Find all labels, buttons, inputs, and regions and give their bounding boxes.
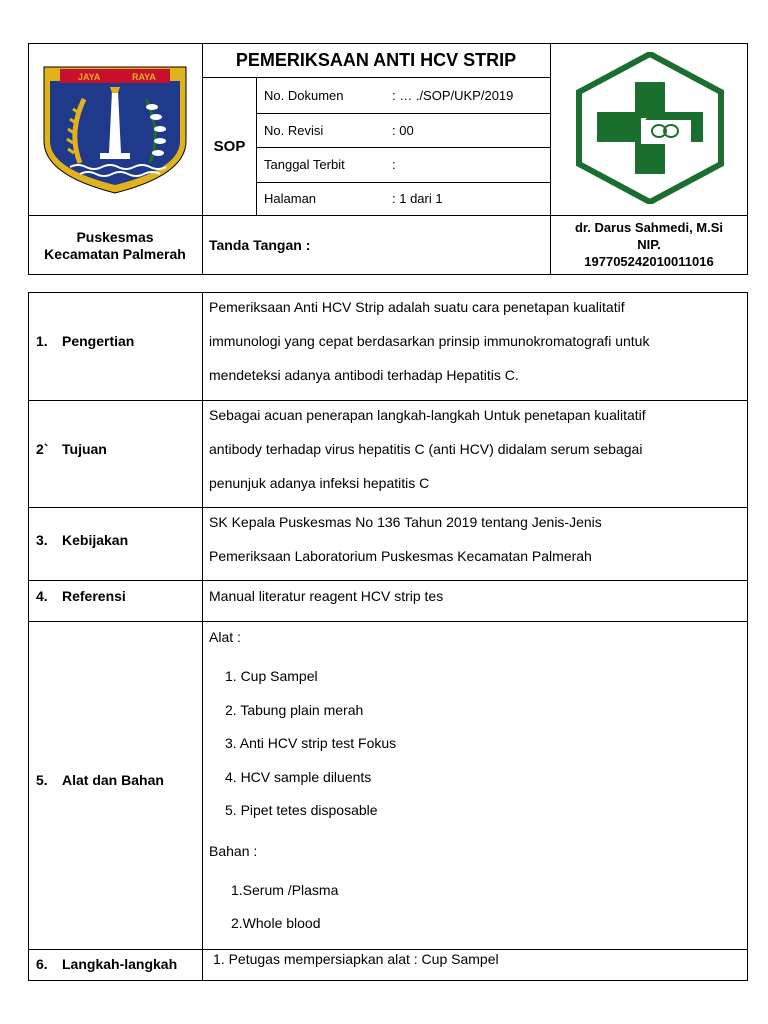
section-6-number: 6.	[36, 956, 48, 972]
signer-nip-label: NIP.	[637, 237, 661, 252]
signature-label: Tanda Tangan :	[209, 237, 311, 253]
alat-item: 1. Cup Sampel	[225, 668, 318, 684]
section-3-number: 3.	[36, 532, 48, 548]
section-6-line: 1. Petugas mempersiapkan alat : Cup Sampel	[213, 951, 499, 967]
bahan-label: Bahan :	[209, 843, 258, 859]
signer-nip: 197705242010011016	[584, 254, 714, 269]
org-name-line1: Puskesmas	[76, 229, 154, 245]
sop-label: SOP	[213, 138, 246, 155]
section-2-title: Tujuan	[62, 441, 107, 457]
signer-name: dr. Darus Sahmedi, M.Si	[574, 220, 724, 235]
emblem-banner-left: JAYA	[78, 72, 101, 82]
jakarta-emblem-logo	[40, 63, 190, 196]
emblem-banner-right: RAYA	[132, 72, 156, 82]
issue-date-label: Tanggal Terbit	[264, 157, 345, 172]
section-2-line: antibody terhadap virus hepatitis C (anti HCV) didalam serum sebagai	[209, 441, 643, 457]
page-label: Halaman	[264, 191, 317, 206]
section-1-line: immunologi yang cepat berdasarkan prinsip immunokromatografi untuk	[209, 333, 650, 349]
bahan-item: 1.Serum /Plasma	[231, 882, 339, 898]
section-1-line: Pemeriksaan Anti HCV Strip adalah suatu cara penetapan kualitatif	[209, 299, 625, 315]
page-title: PEMERIKSAAN ANTI HCV STRIP	[235, 50, 517, 70]
doc-number-label: No. Dokumen	[264, 88, 344, 103]
content-table	[28, 292, 748, 981]
section-4-line: Manual literatur reagent HCV strip tes	[209, 588, 444, 604]
bahan-item: 2.Whole blood	[231, 915, 321, 931]
revision-value: : 00	[392, 123, 414, 138]
section-4-number: 4.	[36, 588, 48, 604]
section-5-title: Alat dan Bahan	[62, 772, 164, 788]
alat-label: Alat :	[209, 629, 241, 645]
section-3-title: Kebijakan	[62, 532, 129, 548]
section-1-number: 1.	[36, 333, 48, 349]
section-3-line: Pemeriksaan Laboratorium Puskesmas Kecamatan Palmerah	[209, 548, 592, 564]
org-name-line2: Kecamatan Palmerah	[44, 246, 186, 262]
doc-number-value: : … ./SOP/UKP/2019	[392, 88, 514, 103]
section-3-line: SK Kepala Puskesmas No 136 Tahun 2019 tentang Jenis-Jenis	[209, 514, 602, 530]
section-1-title: Pengertian	[62, 333, 135, 349]
section-1-line: mendeteksi adanya antibodi terhadap Hepatitis C.	[209, 367, 519, 383]
section-2-line: Sebagai acuan penerapan langkah-langkah Untuk penetapan kualitatif	[209, 407, 646, 423]
section-2-number: 2`	[36, 441, 49, 457]
alat-item: 5. Pipet tetes disposable	[225, 802, 378, 818]
issue-date-value: :	[392, 157, 396, 172]
alat-item: 4. HCV sample diluents	[225, 769, 372, 785]
alat-item: 3. Anti HCV strip test Fokus	[225, 735, 397, 751]
page-value: : 1 dari 1	[392, 191, 443, 206]
section-5-number: 5.	[36, 772, 48, 788]
section-6-title: Langkah-langkah	[62, 956, 178, 972]
puskesmas-logo	[575, 52, 725, 204]
revision-label: No. Revisi	[264, 123, 324, 138]
section-4-title: Referensi	[62, 588, 126, 604]
section-2-line: penunjuk adanya infeksi hepatitis C	[209, 475, 430, 491]
alat-item: 2. Tabung plain merah	[225, 702, 364, 718]
